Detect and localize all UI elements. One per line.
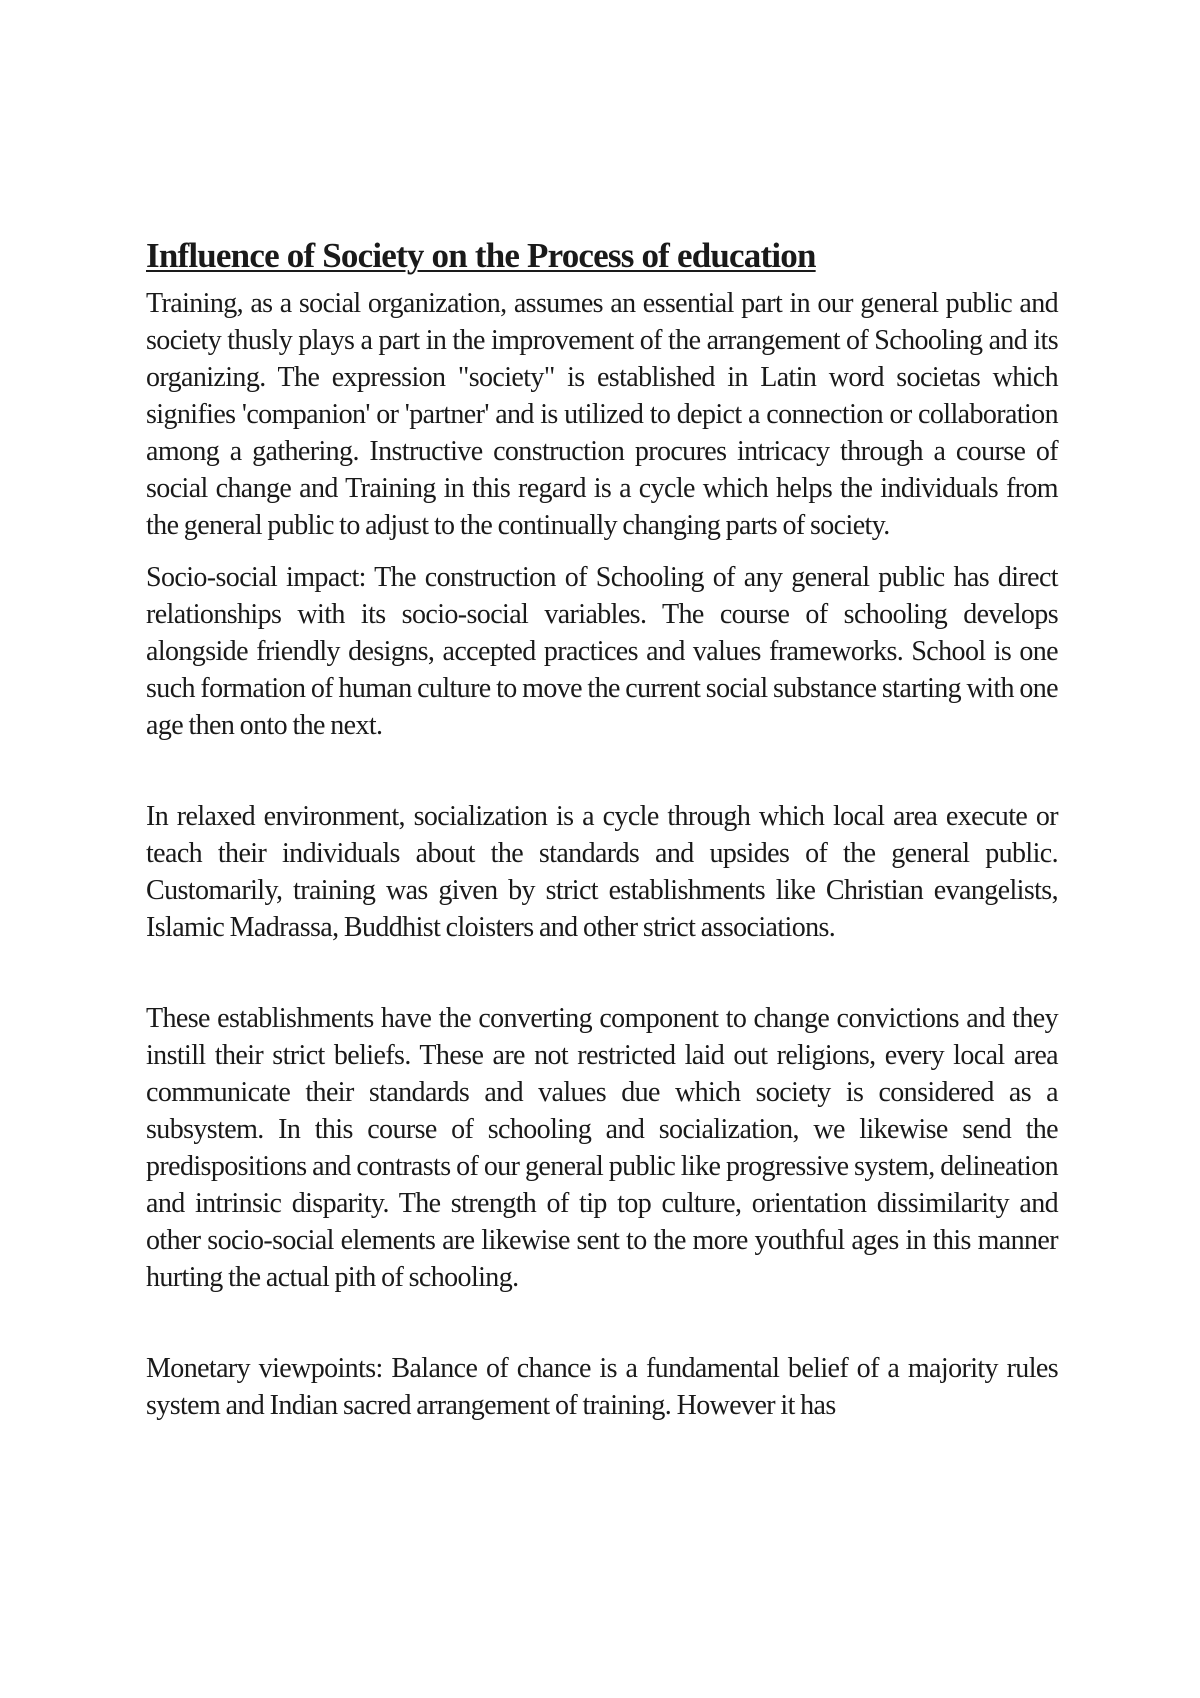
paragraph-socio-social-impact: Socio-social impact: The construction of Schooling of any general public has direct relationships with its socio-social variables. The course of schooling develops alongside friendly designs, accepted practices and values frameworks. School is one such formation of human culture to move the current social substance starting with one age then onto the next. xyxy=(146,562,1058,741)
paragraph-establishments: These establishments have the converting component to change convictions and they instill their strict beliefs. These are not restricted laid out religions, every local area communicate their standards and values due which society is considered as a subsystem. In this course of schooling and socialization, we likewise send the predispositions and contrasts of our general public like progressive system, delineation and intrinsic disparity. The strength of tip top culture, orientation dissimilarity and other socio-social elements are likewise sent to the more youthful ages in this manner hurting the actual pith of schooling. xyxy=(146,1003,1058,1293)
paragraph-intro: Training, as a social organization, assumes an essential part in our general public and society thusly plays a part in the improvement of the arrangement of Schooling and its organizing. The expression "society" is established in Latin word societas which signifies 'companion' or 'partner' and is utilized to depict a connection or collaboration among a gathering. Instructive construction procures intricacy through a course of social change and Training in this regard is a cycle which helps the individuals from the general public to adjust to the continually changing parts of society. xyxy=(146,288,1058,541)
paragraph-socialization: In relaxed environment, socialization is a cycle through which local area execute or teach their individuals about the standards and upsides of the general public. Customarily, training was given by strict establishments like Christian evangelists, Islamic Madrassa, Buddhist cloisters and other strict associations. xyxy=(146,801,1058,943)
paragraph-monetary-viewpoints: Monetary viewpoints: Balance of chance is a fundamental belief of a majority rules system and Indian sacred arrangement of training. However it has xyxy=(146,1353,1058,1421)
document-title: Influence of Society on the Process of education xyxy=(146,236,816,275)
document-body xyxy=(146,234,1058,1424)
